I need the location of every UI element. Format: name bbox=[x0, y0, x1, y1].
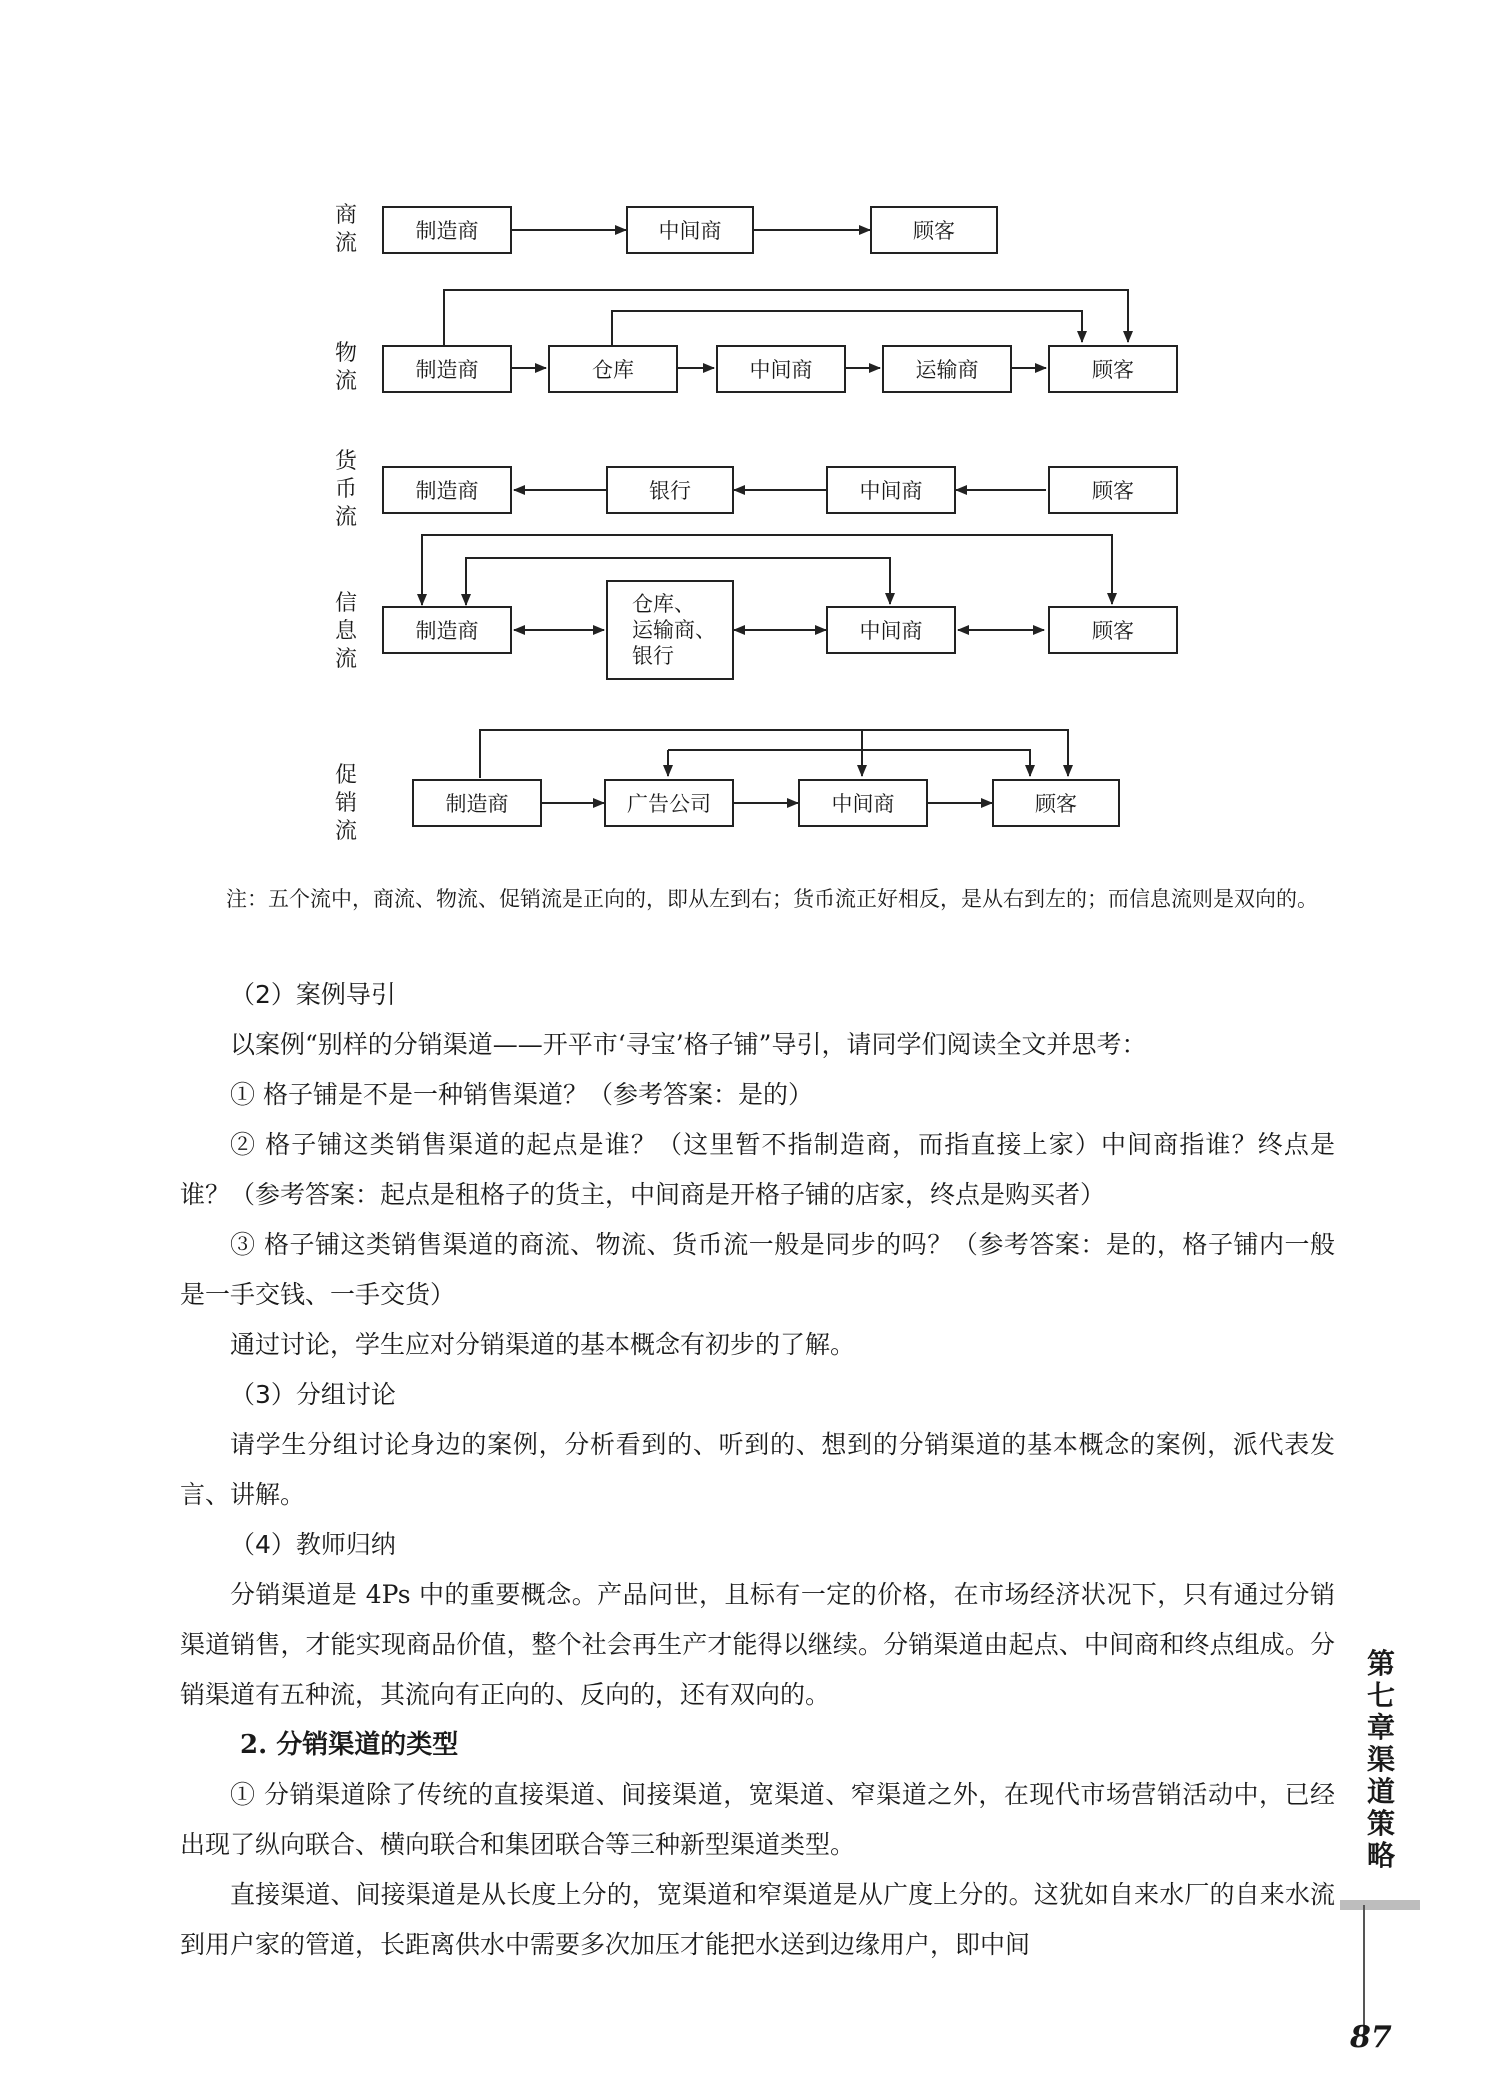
box-ad-agency: 广告公司 bbox=[604, 779, 734, 827]
channel-flow-diagram bbox=[0, 0, 1512, 860]
label-char: 流 bbox=[334, 505, 357, 530]
page-number: 87 bbox=[1350, 2020, 1392, 2055]
box-customer: 顾客 bbox=[992, 779, 1120, 827]
box-manufacturer: 制造商 bbox=[382, 345, 512, 393]
heading-case-intro: （2）案例导引 bbox=[230, 980, 396, 1009]
label-currency-flow bbox=[334, 448, 358, 532]
body-text bbox=[180, 970, 1335, 1970]
label-promotion-flow bbox=[334, 762, 358, 846]
label-info-flow bbox=[334, 590, 358, 674]
chapter-side-title: 第七章 渠道策略 bbox=[1366, 1647, 1395, 1872]
label-char: 信 bbox=[334, 591, 357, 616]
paragraph: 通过讨论，学生应对分销渠道的基本概念有初步的了解。 bbox=[230, 1330, 856, 1359]
box-customer: 顾客 bbox=[1048, 466, 1178, 514]
paragraph: ① 分销渠道除了传统的直接渠道、间接渠道，宽渠道、窄渠道之外，在现代市场营销活动中，已经出现了纵向联合、横向联合和集团联合等三种新型渠道类型。 bbox=[180, 1780, 1335, 1859]
label-char: 货 bbox=[334, 449, 357, 474]
diagram-note bbox=[180, 882, 1335, 916]
label-logistics-flow bbox=[334, 340, 358, 396]
label-commerce-flow bbox=[334, 202, 358, 258]
paragraph: ③ 格子铺这类销售渠道的商流、物流、货币流一般是同步的吗？（参考答案：是的，格子铺内一般是一手交钱、一手交货） bbox=[180, 1230, 1335, 1309]
box-warehouse: 仓库 bbox=[548, 345, 678, 393]
box-intermediary: 中间商 bbox=[716, 345, 846, 393]
box-manufacturer: 制造商 bbox=[382, 606, 512, 654]
label-char: 息 bbox=[334, 619, 357, 644]
box-line: 仓库、 bbox=[632, 592, 695, 616]
box-line: 运输商、 bbox=[632, 618, 716, 642]
box-manufacturer: 制造商 bbox=[382, 206, 512, 254]
label-char: 流 bbox=[334, 231, 357, 256]
paragraph: 直接渠道、间接渠道是从长度上分的，宽渠道和窄渠道是从广度上分的。这犹如自来水厂的自来水流到用户家的管道，长距离供水中需要多次加压才能把水送到边缘用户，即中间 bbox=[180, 1880, 1335, 1959]
paragraph: 分销渠道是 4Ps 中的重要概念。产品问世，且标有一定的价格，在市场经济状况下，只有通过分销渠道销售，才能实现商品价值，整个社会再生产才能得以继续。分销渠道由起点、中间商和终点组成。分销渠道有五种流，其流向有正向的、反向的，还有双向的。 bbox=[180, 1580, 1335, 1709]
heading-channel-types: 2. 分销渠道的类型 bbox=[240, 1730, 459, 1760]
box-manufacturer: 制造商 bbox=[382, 466, 512, 514]
label-char: 流 bbox=[334, 647, 357, 672]
paragraph: ① 格子铺是不是一种销售渠道？（参考答案：是的） bbox=[230, 1080, 813, 1109]
label-char: 流 bbox=[334, 369, 357, 394]
paragraph: 请学生分组讨论身边的案例，分析看到的、听到的、想到的分销渠道的基本概念的案例，派代表发言、讲解。 bbox=[180, 1430, 1335, 1509]
heading-group-discussion: （3）分组讨论 bbox=[230, 1380, 396, 1409]
box-customer: 顾客 bbox=[1048, 345, 1178, 393]
label-char: 流 bbox=[334, 819, 357, 844]
box-customer: 顾客 bbox=[870, 206, 998, 254]
paragraph: 以案例“别样的分销渠道——开平市‘寻宝’格子铺”导引，请同学们阅读全文并思考： bbox=[230, 1030, 1147, 1059]
box-intermediary: 中间商 bbox=[626, 206, 754, 254]
label-char: 物 bbox=[334, 341, 357, 366]
box-line: 银行 bbox=[632, 644, 674, 668]
box-intermediary: 中间商 bbox=[798, 779, 928, 827]
side-bar bbox=[1340, 1900, 1420, 1910]
label-char: 商 bbox=[334, 203, 357, 228]
box-manufacturer: 制造商 bbox=[412, 779, 542, 827]
box-transporter: 运输商 bbox=[882, 345, 1012, 393]
box-customer: 顾客 bbox=[1048, 606, 1178, 654]
box-intermediary: 中间商 bbox=[826, 466, 956, 514]
box-intermediary: 中间商 bbox=[826, 606, 956, 654]
label-char: 促 bbox=[334, 763, 357, 788]
label-char: 销 bbox=[334, 791, 357, 816]
paragraph: ② 格子铺这类销售渠道的起点是谁？（这里暂不指制造商，而指直接上家）中间商指谁？终点是谁？（参考答案：起点是租格子的货主，中间商是开格子铺的店家，终点是购买者） bbox=[180, 1130, 1335, 1209]
box-bank: 银行 bbox=[606, 466, 734, 514]
box-warehouse-transporter-bank bbox=[606, 580, 734, 680]
label-char: 币 bbox=[334, 477, 357, 502]
flow-arrows bbox=[0, 0, 1512, 860]
note-text: 注：五个流中，商流、物流、促销流是正向的，即从左到右；货币流正好相反，是从右到左的；而信息流则是双向的。 bbox=[226, 887, 1318, 911]
heading-teacher-summary: （4）教师归纳 bbox=[230, 1530, 396, 1559]
